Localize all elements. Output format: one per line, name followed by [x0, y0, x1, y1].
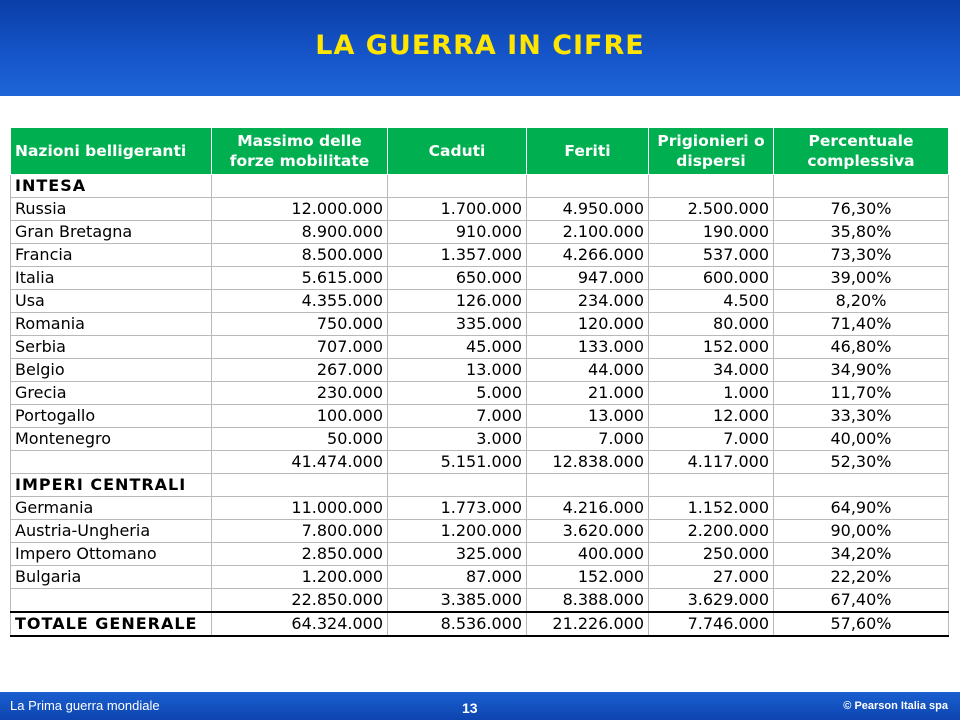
mobilized-cell: 11.000.000	[212, 497, 388, 520]
wounded-cell: 400.000	[527, 543, 649, 566]
wounded-cell: 21.000	[527, 382, 649, 405]
slide-footer	[0, 692, 960, 720]
killed-cell: 3.385.000	[388, 589, 527, 613]
nation-cell: Germania	[11, 497, 212, 520]
percentage-cell: 73,30%	[774, 244, 949, 267]
slide-title: LA GUERRA IN CIFRE	[315, 30, 645, 61]
wounded-cell: 12.838.000	[527, 451, 649, 474]
killed-cell: 1.700.000	[388, 198, 527, 221]
mobilized-cell: 4.355.000	[212, 290, 388, 313]
header-killed: Caduti	[388, 128, 527, 175]
wounded-cell: 21.226.000	[527, 612, 649, 636]
prisoners-cell: 4.117.000	[649, 451, 774, 474]
killed-cell: 3.000	[388, 428, 527, 451]
nation-cell: Russia	[11, 198, 212, 221]
killed-cell: 13.000	[388, 359, 527, 382]
prisoners-cell: 3.629.000	[649, 589, 774, 613]
percentage-cell: 33,30%	[774, 405, 949, 428]
percentage-cell: 40,00%	[774, 428, 949, 451]
killed-cell: 650.000	[388, 267, 527, 290]
killed-cell: 87.000	[388, 566, 527, 589]
mobilized-cell: 267.000	[212, 359, 388, 382]
nation-cell: INTESA	[11, 175, 212, 198]
percentage-cell	[774, 175, 949, 198]
nation-cell: Romania	[11, 313, 212, 336]
killed-cell	[388, 474, 527, 497]
wounded-cell: 8.388.000	[527, 589, 649, 613]
wounded-cell	[527, 474, 649, 497]
mobilized-cell: 707.000	[212, 336, 388, 359]
nation-cell: Serbia	[11, 336, 212, 359]
percentage-cell	[774, 474, 949, 497]
prisoners-cell	[649, 175, 774, 198]
percentage-cell: 57,60%	[774, 612, 949, 636]
wounded-cell: 4.216.000	[527, 497, 649, 520]
mobilized-cell: 230.000	[212, 382, 388, 405]
table-row	[11, 428, 949, 451]
wounded-cell	[527, 175, 649, 198]
header-nations: Nazioni belligeranti	[11, 128, 212, 175]
percentage-cell: 34,20%	[774, 543, 949, 566]
prisoners-cell: 7.746.000	[649, 612, 774, 636]
percentage-cell: 67,40%	[774, 589, 949, 613]
table-row	[11, 520, 949, 543]
mobilized-cell: 750.000	[212, 313, 388, 336]
mobilized-cell: 2.850.000	[212, 543, 388, 566]
table-section-row	[11, 474, 949, 497]
nation-cell: Portogallo	[11, 405, 212, 428]
wounded-cell: 2.100.000	[527, 221, 649, 244]
nation-cell: Belgio	[11, 359, 212, 382]
nation-cell	[11, 589, 212, 613]
wounded-cell: 7.000	[527, 428, 649, 451]
table-row	[11, 313, 949, 336]
nation-cell: Montenegro	[11, 428, 212, 451]
prisoners-cell: 34.000	[649, 359, 774, 382]
table-subtotal-row	[11, 589, 949, 613]
killed-cell: 335.000	[388, 313, 527, 336]
footer-course-title: La Prima guerra mondiale	[10, 698, 160, 713]
nation-cell: Usa	[11, 290, 212, 313]
percentage-cell: 22,20%	[774, 566, 949, 589]
percentage-cell: 11,70%	[774, 382, 949, 405]
table-row	[11, 336, 949, 359]
header-wounded: Feriti	[527, 128, 649, 175]
prisoners-cell: 80.000	[649, 313, 774, 336]
header-mobilized: Massimo delle forze mobilitate	[212, 128, 388, 175]
wounded-cell: 4.266.000	[527, 244, 649, 267]
mobilized-cell: 8.500.000	[212, 244, 388, 267]
killed-cell: 8.536.000	[388, 612, 527, 636]
percentage-cell: 71,40%	[774, 313, 949, 336]
nation-cell: Francia	[11, 244, 212, 267]
mobilized-cell: 8.900.000	[212, 221, 388, 244]
percentage-cell: 34,90%	[774, 359, 949, 382]
table-row	[11, 566, 949, 589]
footer-copyright: © Pearson Italia spa	[843, 700, 948, 712]
killed-cell: 910.000	[388, 221, 527, 244]
mobilized-cell: 100.000	[212, 405, 388, 428]
wounded-cell: 152.000	[527, 566, 649, 589]
percentage-cell: 8,20%	[774, 290, 949, 313]
killed-cell: 5.000	[388, 382, 527, 405]
table-row	[11, 497, 949, 520]
percentage-cell: 64,90%	[774, 497, 949, 520]
prisoners-cell: 152.000	[649, 336, 774, 359]
table-row	[11, 382, 949, 405]
percentage-cell: 39,00%	[774, 267, 949, 290]
nation-cell: Grecia	[11, 382, 212, 405]
wounded-cell: 120.000	[527, 313, 649, 336]
mobilized-cell: 5.615.000	[212, 267, 388, 290]
header-prisoners: Prigionieri o dispersi	[649, 128, 774, 175]
table-section-row	[11, 175, 949, 198]
mobilized-cell: 50.000	[212, 428, 388, 451]
prisoners-cell: 27.000	[649, 566, 774, 589]
percentage-cell: 76,30%	[774, 198, 949, 221]
table-row	[11, 198, 949, 221]
killed-cell: 45.000	[388, 336, 527, 359]
percentage-cell: 35,80%	[774, 221, 949, 244]
nation-cell	[11, 451, 212, 474]
table-row	[11, 405, 949, 428]
mobilized-cell	[212, 474, 388, 497]
table-total-row	[11, 612, 949, 636]
prisoners-cell	[649, 474, 774, 497]
mobilized-cell: 64.324.000	[212, 612, 388, 636]
prisoners-cell: 190.000	[649, 221, 774, 244]
mobilized-cell	[212, 175, 388, 198]
prisoners-cell: 600.000	[649, 267, 774, 290]
table-row	[11, 221, 949, 244]
nation-cell: Austria-Ungheria	[11, 520, 212, 543]
prisoners-cell: 2.200.000	[649, 520, 774, 543]
nation-cell: Gran Bretagna	[11, 221, 212, 244]
percentage-cell: 90,00%	[774, 520, 949, 543]
table-subtotal-row	[11, 451, 949, 474]
slide-header	[0, 0, 960, 96]
table-row	[11, 359, 949, 382]
killed-cell: 7.000	[388, 405, 527, 428]
table-row	[11, 290, 949, 313]
table-row	[11, 244, 949, 267]
table-header-row	[11, 128, 949, 175]
war-statistics-table	[10, 127, 949, 637]
killed-cell	[388, 175, 527, 198]
wounded-cell: 44.000	[527, 359, 649, 382]
wounded-cell: 234.000	[527, 290, 649, 313]
page-number: 13	[462, 700, 478, 716]
mobilized-cell: 12.000.000	[212, 198, 388, 221]
nation-cell: IMPERI CENTRALI	[11, 474, 212, 497]
mobilized-cell: 41.474.000	[212, 451, 388, 474]
table-row	[11, 543, 949, 566]
prisoners-cell: 1.000	[649, 382, 774, 405]
killed-cell: 5.151.000	[388, 451, 527, 474]
killed-cell: 126.000	[388, 290, 527, 313]
killed-cell: 325.000	[388, 543, 527, 566]
killed-cell: 1.773.000	[388, 497, 527, 520]
wounded-cell: 3.620.000	[527, 520, 649, 543]
percentage-cell: 52,30%	[774, 451, 949, 474]
wounded-cell: 13.000	[527, 405, 649, 428]
prisoners-cell: 4.500	[649, 290, 774, 313]
mobilized-cell: 1.200.000	[212, 566, 388, 589]
nation-cell: Italia	[11, 267, 212, 290]
prisoners-cell: 1.152.000	[649, 497, 774, 520]
nation-cell: Impero Ottomano	[11, 543, 212, 566]
nation-cell: Bulgaria	[11, 566, 212, 589]
prisoners-cell: 250.000	[649, 543, 774, 566]
killed-cell: 1.200.000	[388, 520, 527, 543]
percentage-cell: 46,80%	[774, 336, 949, 359]
wounded-cell: 947.000	[527, 267, 649, 290]
prisoners-cell: 12.000	[649, 405, 774, 428]
nation-cell: TOTALE GENERALE	[11, 612, 212, 636]
mobilized-cell: 7.800.000	[212, 520, 388, 543]
header-percentage: Percentuale complessiva	[774, 128, 949, 175]
table-row	[11, 267, 949, 290]
prisoners-cell: 2.500.000	[649, 198, 774, 221]
wounded-cell: 133.000	[527, 336, 649, 359]
wounded-cell: 4.950.000	[527, 198, 649, 221]
killed-cell: 1.357.000	[388, 244, 527, 267]
mobilized-cell: 22.850.000	[212, 589, 388, 613]
prisoners-cell: 537.000	[649, 244, 774, 267]
prisoners-cell: 7.000	[649, 428, 774, 451]
